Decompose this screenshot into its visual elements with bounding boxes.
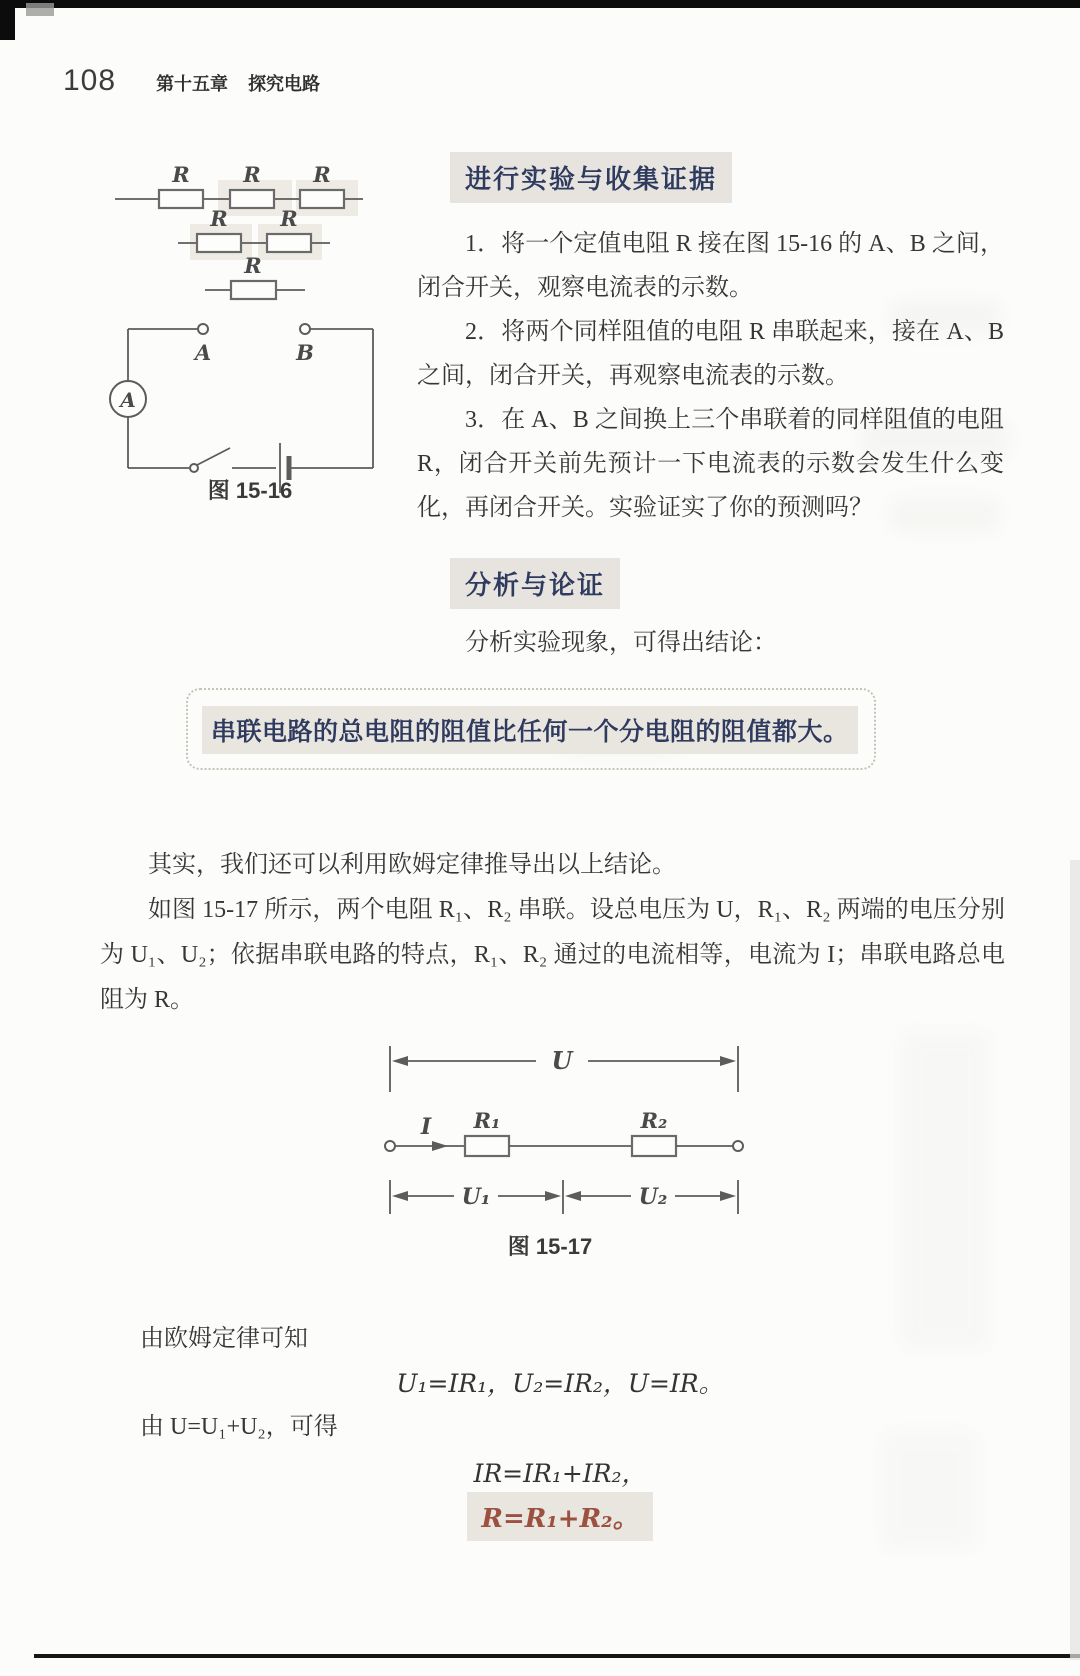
scan-right-edge <box>1070 860 1080 1660</box>
result-formula: R=R₁+R₂。 <box>467 1492 652 1541</box>
body-paragraph-1: 其实，我们还可以利用欧姆定律推导出以上结论。 <box>148 852 676 878</box>
r1-label: R₁ <box>473 1108 501 1133</box>
r2-label: R₂ <box>640 1108 668 1133</box>
body-paragraph-2: 如图 15-17 所示，两个电阻 R₁、R₂ 串联。设总电压为 U，R₁、R₂ 两端的电压分别为 U₁、U₂；依据串联电路的特点，R₁、R₂ 通过的电流相等，电流为 I；串联电路总电阻为 R。 <box>100 897 1005 1013</box>
experiment-steps <box>417 222 1004 530</box>
scan-corner-notch <box>0 0 15 40</box>
chapter-title: 探究电路 <box>248 74 321 94</box>
resistor-label: R <box>313 162 331 187</box>
resistor-label: R <box>280 206 298 231</box>
left-terminal <box>385 1141 395 1151</box>
terminal-a <box>198 324 208 334</box>
resistor-r1 <box>465 1136 509 1156</box>
resistor-label: R <box>244 253 262 278</box>
figure-15-16-caption: 图 15-16 <box>207 478 293 503</box>
scan-smudge <box>26 3 54 16</box>
analysis-intro: 分析实验现象，可得出结论： <box>465 630 777 656</box>
resistor-label: R <box>172 162 190 187</box>
figure-15-17-caption: 图 15-17 <box>507 1234 593 1259</box>
ammeter-label: A <box>120 388 136 412</box>
resistor-r2 <box>632 1136 676 1156</box>
section-heading-analysis: 分析与论证 <box>450 558 620 609</box>
resistor-symbol <box>230 190 274 208</box>
figure-15-16-diagram <box>100 142 400 482</box>
voltage-span-u1-u2 <box>390 1180 738 1214</box>
test-circuit <box>110 324 373 493</box>
conclusion-box <box>186 688 876 770</box>
resistor-symbol <box>300 190 344 208</box>
u2-label: U₂ <box>638 1184 668 1210</box>
current-arrow <box>432 1141 448 1151</box>
page-number: 108 <box>63 64 117 97</box>
switch-icon <box>190 448 230 472</box>
terminal-b <box>300 324 310 334</box>
figure-15-17-diagram <box>340 1028 760 1228</box>
experiment-step-3: 3．在 A、B 之间换上三个串联着的同样阻值的电阻 R，闭合开关前先预计一下电流表的示数会发生什么变化，再闭合开关。实验证实了你的预测吗？ <box>417 407 1004 521</box>
page-bleedthrough <box>900 1030 990 1350</box>
resistor-symbol <box>231 281 276 299</box>
scan-bottom-edge <box>34 1654 1080 1658</box>
page-bleedthrough <box>880 1430 980 1550</box>
u-label: U <box>551 1046 573 1075</box>
resistor-label: R <box>210 206 228 231</box>
terminal-b-label: B <box>296 340 314 365</box>
u1-label: U₁ <box>461 1184 491 1210</box>
experiment-step-2: 2．将两个同样阻值的电阻 R 串联起来，接在 A、B 之间，闭合开关，再观察电流表的示数。 <box>417 319 1004 389</box>
experiment-step-1: 1．将一个定值电阻 R 接在图 15-16 的 A、B 之间，闭合开关，观察电流表的示数。 <box>417 231 1004 301</box>
resistor-symbol <box>267 234 311 252</box>
chapter-label: 第十五章 <box>156 74 229 94</box>
current-label: I <box>420 1114 432 1140</box>
derivation-line-1: 由欧姆定律可知 <box>140 1326 308 1352</box>
resistor-symbol <box>159 190 203 208</box>
series-circuit <box>385 1108 743 1156</box>
sum-formula: IR=IR₁+IR₂， <box>473 1459 647 1488</box>
body-text <box>100 843 1005 1023</box>
result-formula-wrap <box>300 1492 820 1541</box>
voltage-span-u <box>390 1046 738 1092</box>
terminal-a-label: A <box>194 340 212 365</box>
section-heading-experiment: 进行实验与收集证据 <box>450 152 732 203</box>
right-terminal <box>733 1141 743 1151</box>
ohm-law-formulas: U₁=IR₁，U₂=IR₂，U=IR。 <box>396 1369 724 1398</box>
conclusion-text: 串联电路的总电阻的阻值比任何一个分电阻的阻值都大。 <box>202 706 858 754</box>
scan-top-edge <box>0 0 1080 8</box>
resistor-symbol <box>197 234 241 252</box>
derivation-line-2: 由 U=U₁+U₂，可得 <box>140 1414 338 1440</box>
running-head <box>63 64 320 98</box>
resistor-label: R <box>243 162 261 187</box>
